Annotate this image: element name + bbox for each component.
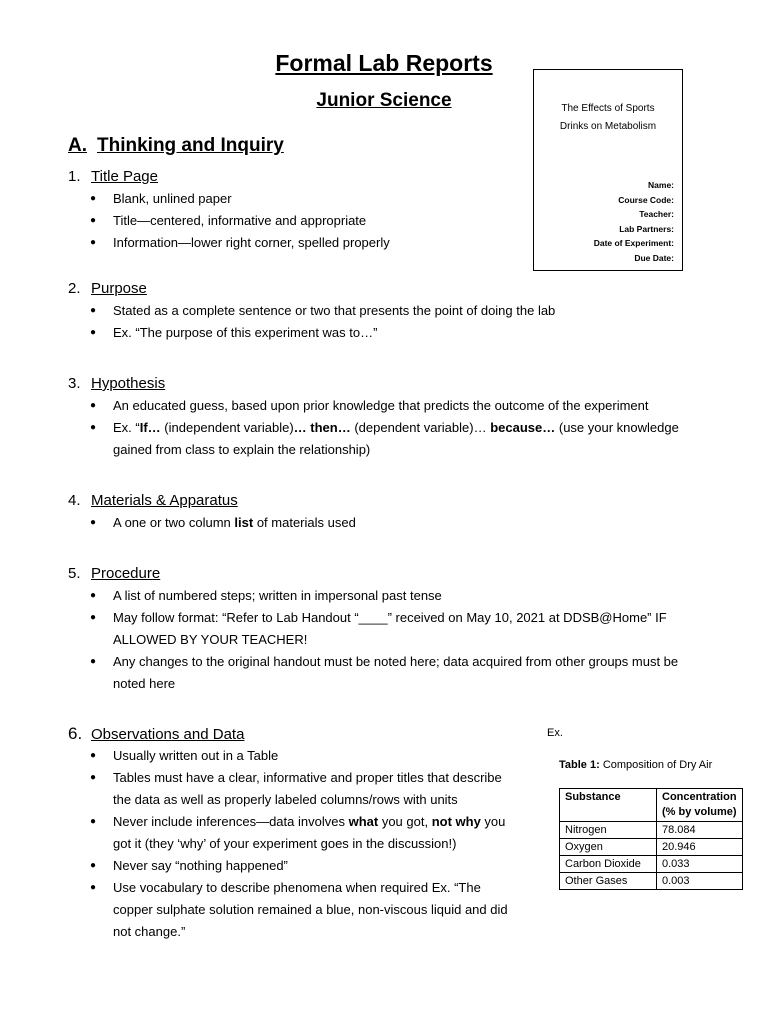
item-purpose xyxy=(68,278,708,344)
sample-title-line: Drinks on Metabolism xyxy=(559,121,657,132)
bullet-icon: ● xyxy=(90,327,97,338)
sample-title-page xyxy=(533,69,683,271)
table-cell: Carbon Dioxide xyxy=(560,856,657,873)
bullet-item: ● Title—centered, informative and appropriate xyxy=(68,210,708,232)
bullet-item: ● Blank, unlined paper xyxy=(68,188,708,210)
table-cell: Oxygen xyxy=(560,839,657,856)
bullet-icon: ● xyxy=(90,215,97,226)
table-header-cell: Concentration (% by volume) xyxy=(657,789,743,822)
item-number: 4. xyxy=(68,492,81,509)
table-row xyxy=(560,856,743,873)
bullet-item: ● May follow format: “Refer to Lab Handout “____” received on May 10, 2021 at DDSB@Home” IF ALLOWED BY YOUR TEACHER! xyxy=(68,607,708,651)
item-number: 3. xyxy=(68,375,81,392)
page-subtitle: Junior Science xyxy=(316,90,452,111)
table-cell: Nitrogen xyxy=(560,822,657,839)
bullet-item: ● Any changes to the original handout must be noted here; data acquired from other groups must be noted here xyxy=(68,651,708,695)
bullet-icon: ● xyxy=(90,656,97,667)
item-observations xyxy=(68,723,538,943)
bullet-icon: ● xyxy=(90,422,97,433)
example-label: Ex. xyxy=(547,727,563,739)
item-title: Hypothesis xyxy=(91,375,166,392)
bullet-item: ● Information—lower right corner, spelled properly xyxy=(68,232,708,254)
item-number: 1. xyxy=(68,168,81,185)
section-letter: A. xyxy=(68,135,87,156)
item-title: Observations and Data xyxy=(91,726,245,743)
bullet-icon: ● xyxy=(90,816,97,827)
bullet-icon: ● xyxy=(90,517,97,528)
bullet-item: ● Use vocabulary to describe phenomena when required Ex. “The copper sulphate solution remained a blue, non-viscous liquid and did not change.” xyxy=(68,877,538,943)
sample-field: Lab Partners: xyxy=(619,223,674,234)
bullet-item: ● Ex. “If… (independent variable)… then… (dependent variable)… because… (use your knowledge gained from class to explain the relationship) xyxy=(68,417,708,461)
sample-field: Name: xyxy=(648,180,674,190)
bullet-icon: ● xyxy=(90,882,97,893)
bullet-item: ● Tables must have a clear, informative and proper titles that describe the data as well as properly labeled columns/rows with units xyxy=(68,767,538,811)
bullet-item: ● A one or two column list of materials used xyxy=(68,512,708,534)
table-cell: 0.003 xyxy=(657,873,743,890)
bullet-item: ● Never include inferences—data involves what you got, not why you got it (they ‘why’ of your experiment goes in the discussion!) xyxy=(68,811,538,855)
example-data-table xyxy=(559,788,743,890)
table-caption xyxy=(559,759,712,771)
item-title: Procedure xyxy=(91,565,161,582)
section-heading xyxy=(68,135,284,157)
table-header-cell: Substance xyxy=(560,789,657,822)
bullet-item: ● A list of numbered steps; written in impersonal past tense xyxy=(68,585,708,607)
sample-field: Date of Experiment: xyxy=(593,238,674,248)
table-cell: 0.033 xyxy=(657,856,743,873)
item-title: Purpose xyxy=(91,280,147,297)
sample-title-line: The Effects of Sports xyxy=(561,103,655,114)
table-caption-number: Table 1: xyxy=(559,759,600,771)
bullet-icon: ● xyxy=(90,612,97,623)
item-hypothesis xyxy=(68,373,708,461)
bullet-item: ● Stated as a complete sentence or two that presents the point of doing the lab xyxy=(68,300,708,322)
section-title: Thinking and Inquiry xyxy=(97,135,284,156)
bullet-icon: ● xyxy=(90,400,97,411)
bullet-item: ● An educated guess, based upon prior knowledge that predicts the outcome of the experiment xyxy=(68,395,708,417)
bullet-icon: ● xyxy=(90,750,97,761)
bullet-item: ● Ex. “The purpose of this experiment was to…” xyxy=(68,322,708,344)
item-number: 2. xyxy=(68,280,81,297)
bullet-item: ● Never say “nothing happened” xyxy=(68,855,538,877)
bullet-icon: ● xyxy=(90,193,97,204)
table-cell: 20.946 xyxy=(657,839,743,856)
bullet-icon: ● xyxy=(90,772,97,783)
sample-field: Due Date: xyxy=(634,252,674,263)
item-number: 5. xyxy=(68,565,81,582)
bullet-icon: ● xyxy=(90,237,97,248)
item-title: Materials & Apparatus xyxy=(91,492,238,509)
table-row xyxy=(560,839,743,856)
bullet-icon: ● xyxy=(90,305,97,316)
item-title: Title Page xyxy=(91,168,158,185)
table-row xyxy=(560,873,743,890)
item-procedure xyxy=(68,563,708,695)
table-row xyxy=(560,822,743,839)
sample-info-fields xyxy=(594,178,674,265)
item-materials xyxy=(68,490,708,534)
table-cell: 78.084 xyxy=(657,822,743,839)
bullet-icon: ● xyxy=(90,860,97,871)
bullet-item: ● Usually written out in a Table xyxy=(68,745,538,767)
bullet-icon: ● xyxy=(90,590,97,601)
sample-field: Course Code: xyxy=(618,194,674,205)
table-header-row xyxy=(560,789,743,822)
table-caption-text: Composition of Dry Air xyxy=(599,759,713,771)
table-cell: Other Gases xyxy=(560,873,657,890)
item-number: 6. xyxy=(68,724,83,743)
page-title: Formal Lab Reports xyxy=(275,50,493,76)
sample-field: Teacher: xyxy=(639,209,674,219)
